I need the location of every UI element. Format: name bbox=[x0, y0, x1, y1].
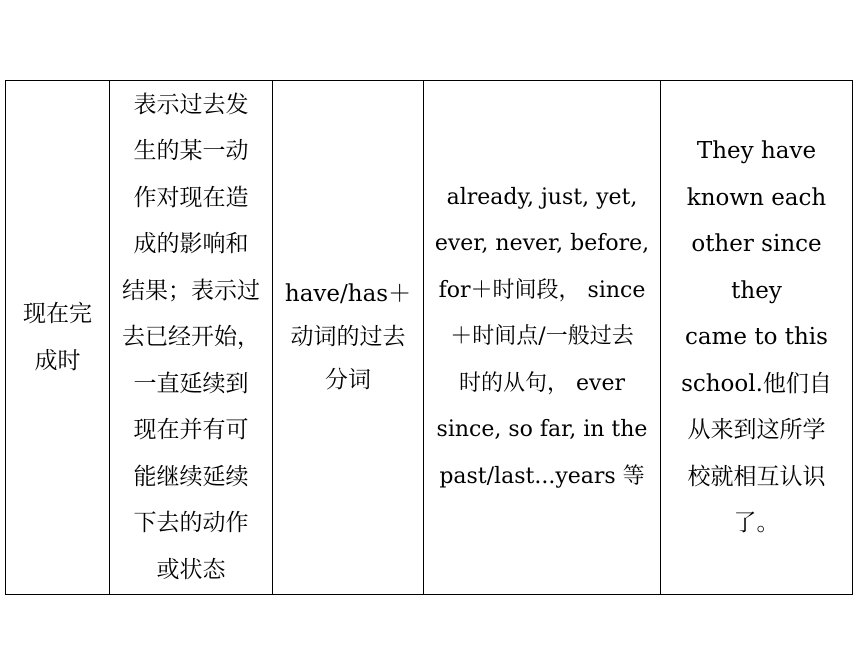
table-row bbox=[6, 81, 853, 595]
grammar-table bbox=[5, 80, 853, 595]
structure-formula: have/has＋ 动词的过去 分词 bbox=[284, 281, 412, 393]
signal-words: already, just, yet, ever, never, before, for＋时间段， since ＋时间点/一般过去 时的从句， ever since, so far, in the past/last...years 等 bbox=[434, 184, 650, 489]
usage-description: 表示过去发 生的某一动 作对现在造 成的影响和 结果；表示过 去已经开始， 一直延续到 现在并有可 能继续延续 下去的动作 或状态 bbox=[122, 91, 260, 583]
structure-cell bbox=[273, 81, 424, 595]
example-cell bbox=[661, 81, 853, 595]
example-sentence: They have known each other since they came to this school.他们自 从来到这所学 校就相互认识 了。 bbox=[681, 138, 832, 537]
signal-words-cell bbox=[424, 81, 661, 595]
tense-name: 现在完 成时 bbox=[23, 300, 92, 374]
tense-cell bbox=[6, 81, 110, 595]
usage-cell bbox=[110, 81, 273, 595]
